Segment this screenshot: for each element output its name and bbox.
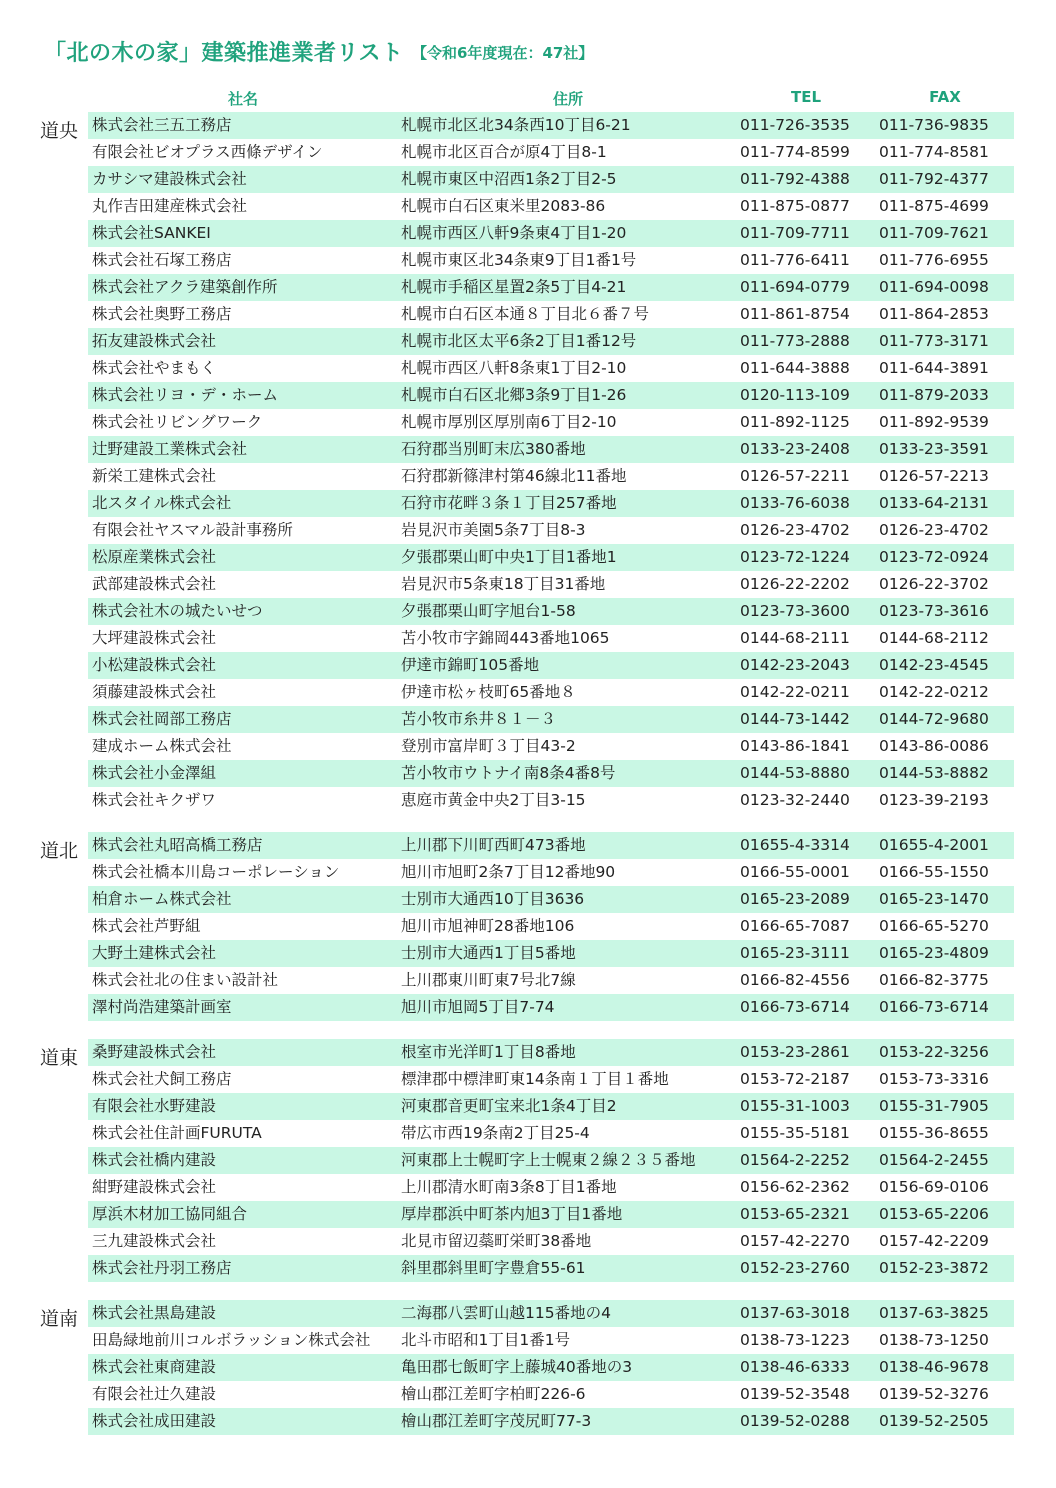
company-address: 札幌市西区八軒8条東1丁目2-10 (401, 359, 627, 377)
table-row (88, 193, 1014, 220)
company-fax: 0166-82-3775 (879, 971, 989, 989)
company-address: 士別市大通西1丁目5番地 (401, 944, 576, 962)
company-fax: 0143-86-0086 (879, 737, 989, 755)
company-fax: 0155-36-8655 (879, 1124, 989, 1142)
company-address: 上川郡東川町東7号北7線 (401, 971, 576, 989)
company-fax: 0137-63-3825 (879, 1304, 989, 1322)
table-row (88, 1147, 1014, 1174)
company-name: 松原産業株式会社 (92, 548, 217, 566)
company-tel: 0142-22-0211 (740, 683, 850, 701)
company-tel: 0165-23-3111 (740, 944, 850, 962)
table-row (88, 652, 1014, 679)
company-name: 澤村尚浩建築計画室 (92, 998, 232, 1016)
company-name: 株式会社東商建設 (92, 1358, 217, 1376)
company-name: 建成ホーム株式会社 (92, 737, 232, 755)
company-tel: 01655-4-3314 (740, 836, 850, 854)
company-fax: 0123-39-2193 (879, 791, 989, 809)
company-name: 株式会社石塚工務店 (92, 251, 232, 269)
company-address: 岩見沢市5条東18丁目31番地 (401, 575, 606, 593)
table-row (88, 733, 1014, 760)
company-tel: 011-709-7711 (740, 224, 850, 242)
company-fax: 0126-57-2213 (879, 467, 989, 485)
company-tel: 0156-62-2362 (740, 1178, 850, 1196)
page-subtitle: 【令和6年度現在：47社】 (412, 44, 594, 62)
company-tel: 0139-52-0288 (740, 1412, 850, 1430)
company-address: 旭川市旭町2条7丁目12番地90 (401, 863, 616, 881)
company-address: 帯広市西19条南2丁目25-4 (401, 1124, 590, 1142)
company-address: 岩見沢市美園5条7丁目8-3 (401, 521, 586, 539)
company-name: 株式会社キクザワ (92, 791, 217, 809)
company-address: 苫小牧市ウトナイ南8条4番8号 (401, 764, 616, 782)
company-name: 辻野建設工業株式会社 (92, 440, 248, 458)
company-tel: 011-644-3888 (740, 359, 850, 377)
company-name: 株式会社リヨ・デ・ホーム (92, 386, 279, 404)
table-row (88, 166, 1014, 193)
company-address: 河東郡音更町宝来北1条4丁目2 (401, 1097, 617, 1115)
company-address: 士別市大通西10丁目3636 (401, 890, 585, 908)
company-fax: 0126-23-4702 (879, 521, 989, 539)
company-address: 二海郡八雲町山越115番地の4 (401, 1304, 611, 1322)
company-address: 札幌市北区百合が原4丁目8-1 (401, 143, 607, 161)
company-fax: 01564-2-2455 (879, 1151, 989, 1169)
company-address: 札幌市東区中沼西1条2丁目2-5 (401, 170, 617, 188)
table-row (88, 463, 1014, 490)
company-name: 株式会社木の城たいせつ (92, 602, 263, 620)
page-title: 「北の木の家」建築推進業者リスト (44, 41, 404, 66)
company-fax: 011-875-4699 (879, 197, 989, 215)
company-name: 有限会社水野建設 (92, 1097, 217, 1115)
company-address: 石狩郡当別町末広380番地 (401, 440, 586, 458)
region-section (0, 832, 1056, 1021)
company-fax: 0144-53-8882 (879, 764, 989, 782)
table-row (88, 760, 1014, 787)
company-address: 苫小牧市字錦岡443番地1065 (401, 629, 610, 647)
company-address: 札幌市白石区北郷3条9丁目1-26 (401, 386, 627, 404)
table-row (88, 1174, 1014, 1201)
company-tel: 0120-113-109 (740, 386, 850, 404)
company-tel: 0157-42-2270 (740, 1232, 850, 1250)
company-tel: 0153-23-2861 (740, 1043, 850, 1061)
company-name: 柏倉ホーム株式会社 (92, 890, 232, 908)
company-name: 株式会社岡部工務店 (92, 710, 232, 728)
company-address: 札幌市手稲区星置2条5丁目4-21 (401, 278, 627, 296)
region-section (0, 112, 1056, 814)
company-tel: 0123-32-2440 (740, 791, 850, 809)
company-fax: 0133-23-3591 (879, 440, 989, 458)
company-address: 札幌市北区北34条西10丁目6-21 (401, 116, 631, 134)
table-row (88, 1066, 1014, 1093)
table-row (88, 1327, 1014, 1354)
company-name: 有限会社ビオプラス西條デザイン (92, 143, 323, 161)
company-tel: 0123-72-1224 (740, 548, 850, 566)
company-tel: 01564-2-2252 (740, 1151, 850, 1169)
company-fax: 0139-52-3276 (879, 1385, 989, 1403)
company-fax: 011-864-2853 (879, 305, 989, 323)
company-tel: 011-861-8754 (740, 305, 850, 323)
company-name: カサシマ建設株式会社 (92, 170, 247, 188)
table-row (88, 517, 1014, 544)
company-tel: 0155-35-5181 (740, 1124, 850, 1142)
company-address: 上川郡清水町南3条8丁目1番地 (401, 1178, 617, 1196)
table-row (88, 328, 1014, 355)
company-name: 大坪建設株式会社 (92, 629, 217, 647)
company-fax: 0142-23-4545 (879, 656, 989, 674)
company-address: 旭川市旭神町28番地106 (401, 917, 575, 935)
company-fax: 011-736-9835 (879, 116, 989, 134)
company-tel: 0153-72-2187 (740, 1070, 850, 1088)
company-tel: 0166-82-4556 (740, 971, 850, 989)
company-tel: 0152-23-2760 (740, 1259, 850, 1277)
table-row (88, 598, 1014, 625)
company-address: 札幌市西区八軒9条東4丁目1-20 (401, 224, 627, 242)
company-tel: 0137-63-3018 (740, 1304, 850, 1322)
table-row (88, 832, 1014, 859)
table-row (88, 409, 1014, 436)
company-fax: 0153-73-3316 (879, 1070, 989, 1088)
table-row (88, 490, 1014, 517)
table-row (88, 1408, 1014, 1435)
region-label: 道央 (40, 120, 79, 142)
company-fax: 0165-23-1470 (879, 890, 989, 908)
company-address: 札幌市北区太平6条2丁目1番12号 (401, 332, 637, 350)
company-name: 株式会社三五工務店 (92, 116, 232, 134)
company-name: 須藤建設株式会社 (92, 683, 217, 701)
company-name: 株式会社アクラ建築創作所 (92, 278, 278, 296)
table-row (88, 1201, 1014, 1228)
company-address: 伊達市松ヶ枝町65番地８ (401, 683, 576, 701)
company-fax: 011-892-9539 (879, 413, 989, 431)
company-tel: 0126-57-2211 (740, 467, 850, 485)
company-address: 標津郡中標津町東14条南１丁目１番地 (401, 1070, 669, 1088)
company-fax: 0133-64-2131 (879, 494, 989, 512)
table-row (88, 1120, 1014, 1147)
column-header-fax: FAX (929, 88, 961, 106)
company-name: 北スタイル株式会社 (92, 494, 232, 512)
company-fax: 0165-23-4809 (879, 944, 989, 962)
company-fax: 0123-72-0924 (879, 548, 989, 566)
table-row (88, 1300, 1014, 1327)
company-fax: 0166-65-5270 (879, 917, 989, 935)
region-section (0, 1300, 1056, 1435)
company-tel: 0144-53-8880 (740, 764, 850, 782)
company-address: 石狩市花畔３条１丁目257番地 (401, 494, 617, 512)
table-row (88, 247, 1014, 274)
company-fax: 0138-46-9678 (879, 1358, 989, 1376)
company-tel: 0133-76-6038 (740, 494, 850, 512)
company-name: 厚浜木材加工協同組合 (92, 1205, 248, 1223)
column-header-tel: TEL (790, 88, 822, 106)
company-name: 株式会社北の住まい設計社 (92, 971, 279, 989)
company-address: 北斗市昭和1丁目1番1号 (401, 1331, 571, 1349)
company-address: 厚岸郡浜中町茶内旭3丁目1番地 (401, 1205, 623, 1223)
company-tel: 0142-23-2043 (740, 656, 850, 674)
company-fax: 0139-52-2505 (879, 1412, 989, 1430)
company-tel: 011-773-2888 (740, 332, 850, 350)
region-label: 道北 (40, 840, 79, 862)
company-name: 大野土建株式会社 (92, 944, 217, 962)
company-address: 根室市光洋町1丁目8番地 (401, 1043, 576, 1061)
company-fax: 0152-23-3872 (879, 1259, 989, 1277)
company-name: 株式会社やまもく (92, 359, 217, 377)
company-name: 株式会社丸昭高橋工務店 (92, 836, 263, 854)
company-fax: 011-774-8581 (879, 143, 989, 161)
company-name: 株式会社奥野工務店 (92, 305, 232, 323)
company-address: 札幌市厚別区厚別南6丁目2-10 (401, 413, 617, 431)
company-address: 上川郡下川町西町473番地 (401, 836, 586, 854)
table-row (88, 886, 1014, 913)
company-fax: 0123-73-3616 (879, 602, 989, 620)
company-fax: 0138-73-1250 (879, 1331, 989, 1349)
company-fax: 0157-42-2209 (879, 1232, 989, 1250)
company-tel: 011-726-3535 (740, 116, 850, 134)
company-name: 株式会社黒島建設 (92, 1304, 217, 1322)
company-tel: 011-792-4388 (740, 170, 850, 188)
company-tel: 0166-55-0001 (740, 863, 850, 881)
table-row (88, 382, 1014, 409)
company-tel: 011-774-8599 (740, 143, 850, 161)
region-label: 道東 (40, 1047, 79, 1069)
table-row (88, 913, 1014, 940)
company-address: 登別市富岸町３丁目43-2 (401, 737, 576, 755)
table-row (88, 112, 1014, 139)
company-tel: 0138-46-6333 (740, 1358, 850, 1376)
company-fax: 0144-72-9680 (879, 710, 989, 728)
company-tel: 0143-86-1841 (740, 737, 850, 755)
company-address: 旭川市旭岡5丁目7-74 (401, 998, 555, 1016)
company-fax: 011-644-3891 (879, 359, 989, 377)
region-label: 道南 (40, 1308, 79, 1330)
company-fax: 0144-68-2112 (879, 629, 989, 647)
table-row (88, 706, 1014, 733)
company-address: 夕張郡栗山町中央1丁目1番地1 (401, 548, 617, 566)
company-name: 有限会社ヤスマル設計事務所 (92, 521, 293, 539)
company-tel: 0139-52-3548 (740, 1385, 850, 1403)
company-tel: 0166-73-6714 (740, 998, 850, 1016)
company-name: 株式会社橋本川島コーポレーション (92, 863, 340, 881)
company-tel: 011-776-6411 (740, 251, 850, 269)
company-fax: 0126-22-3702 (879, 575, 989, 593)
company-name: 紺野建設株式会社 (92, 1178, 217, 1196)
company-address: 苫小牧市糸井８１－３ (401, 710, 557, 728)
company-fax: 0166-55-1550 (879, 863, 989, 881)
company-fax: 01655-4-2001 (879, 836, 989, 854)
company-fax: 0156-69-0106 (879, 1178, 989, 1196)
table-row (88, 625, 1014, 652)
company-address: 檜山郡江差町字茂尻町77-3 (401, 1412, 592, 1430)
company-fax: 0155-31-7905 (879, 1097, 989, 1115)
company-fax: 011-776-6955 (879, 251, 989, 269)
table-row (88, 355, 1014, 382)
company-name: 株式会社丹羽工務店 (92, 1259, 232, 1277)
column-header-address: 住所 (552, 90, 583, 108)
company-address: 札幌市白石区本通８丁目北６番７号 (401, 305, 650, 323)
company-name: 新栄工建株式会社 (92, 467, 217, 485)
column-header-name: 社名 (227, 90, 258, 108)
company-address: 夕張郡栗山町字旭台1-58 (401, 602, 576, 620)
company-fax: 011-773-3171 (879, 332, 989, 350)
company-tel: 0123-73-3600 (740, 602, 850, 620)
table-row (88, 1381, 1014, 1408)
company-fax: 0166-73-6714 (879, 998, 989, 1016)
table-row (88, 436, 1014, 463)
company-name: 株式会社橋内建設 (92, 1151, 217, 1169)
company-tel: 011-892-1125 (740, 413, 850, 431)
company-tel: 0126-23-4702 (740, 521, 850, 539)
company-name: 株式会社犬飼工務店 (92, 1070, 232, 1088)
company-name: 丸作吉田建産株式会社 (92, 197, 248, 215)
company-name: 小松建設株式会社 (92, 656, 217, 674)
company-tel: 0155-31-1003 (740, 1097, 850, 1115)
table-row (88, 301, 1014, 328)
company-address: 石狩郡新篠津村第46線北11番地 (401, 467, 627, 485)
company-fax: 0153-22-3256 (879, 1043, 989, 1061)
company-tel: 0133-23-2408 (740, 440, 850, 458)
company-fax: 0153-65-2206 (879, 1205, 989, 1223)
table-row (88, 1255, 1014, 1282)
company-tel: 0126-22-2202 (740, 575, 850, 593)
company-address: 亀田郡七飯町字上藤城40番地の3 (401, 1358, 633, 1376)
company-name: 三九建設株式会社 (92, 1232, 217, 1250)
company-name: 株式会社住計画FURUTA (92, 1124, 262, 1142)
company-tel: 0138-73-1223 (740, 1331, 850, 1349)
company-name: 拓友建設株式会社 (92, 332, 217, 350)
company-name: 桑野建設株式会社 (92, 1043, 217, 1061)
company-name: 田島緑地前川コルボラッション株式会社 (92, 1331, 371, 1349)
table-row (88, 1039, 1014, 1066)
company-name: 株式会社SANKEI (92, 224, 211, 242)
table-row (88, 544, 1014, 571)
company-name: 株式会社リビングワーク (92, 413, 263, 431)
table-row (88, 1228, 1014, 1255)
company-list (0, 112, 1056, 1453)
table-row (88, 571, 1014, 598)
region-section (0, 1039, 1056, 1282)
company-address: 北見市留辺蘂町栄町38番地 (401, 1232, 592, 1250)
table-row (88, 859, 1014, 886)
company-name: 武部建設株式会社 (92, 575, 217, 593)
company-address: 恵庭市黄金中央2丁目3-15 (401, 791, 586, 809)
company-fax: 0142-22-0212 (879, 683, 989, 701)
company-tel: 0153-65-2321 (740, 1205, 850, 1223)
company-name: 株式会社成田建設 (92, 1412, 217, 1430)
table-row (88, 940, 1014, 967)
table-row (88, 994, 1014, 1021)
company-address: 札幌市東区北34条東9丁目1番1号 (401, 251, 637, 269)
company-name: 有限会社辻久建設 (92, 1385, 217, 1403)
table-row (88, 1093, 1014, 1120)
table-row (88, 220, 1014, 247)
company-tel: 0166-65-7087 (740, 917, 850, 935)
company-address: 河東郡上士幌町字上士幌東２線２３５番地 (401, 1151, 696, 1169)
company-tel: 011-694-0779 (740, 278, 850, 296)
company-name: 株式会社小金澤組 (92, 764, 217, 782)
company-address: 斜里郡斜里町字豊倉55-61 (401, 1259, 586, 1277)
company-address: 伊達市錦町105番地 (401, 656, 540, 674)
company-fax: 011-879-2033 (879, 386, 989, 404)
company-address: 檜山郡江差町字柏町226-6 (401, 1385, 586, 1403)
table-row (88, 274, 1014, 301)
company-tel: 0165-23-2089 (740, 890, 850, 908)
table-row (88, 967, 1014, 994)
table-row (88, 679, 1014, 706)
company-tel: 0144-73-1442 (740, 710, 850, 728)
table-row (88, 139, 1014, 166)
company-fax: 011-709-7621 (879, 224, 989, 242)
table-row (88, 787, 1014, 814)
company-name: 株式会社芦野組 (92, 917, 201, 935)
table-row (88, 1354, 1014, 1381)
company-tel: 0144-68-2111 (740, 629, 850, 647)
company-tel: 011-875-0877 (740, 197, 850, 215)
company-fax: 011-694-0098 (879, 278, 989, 296)
company-fax: 011-792-4377 (879, 170, 989, 188)
company-address: 札幌市白石区東米里2083-86 (401, 197, 606, 215)
